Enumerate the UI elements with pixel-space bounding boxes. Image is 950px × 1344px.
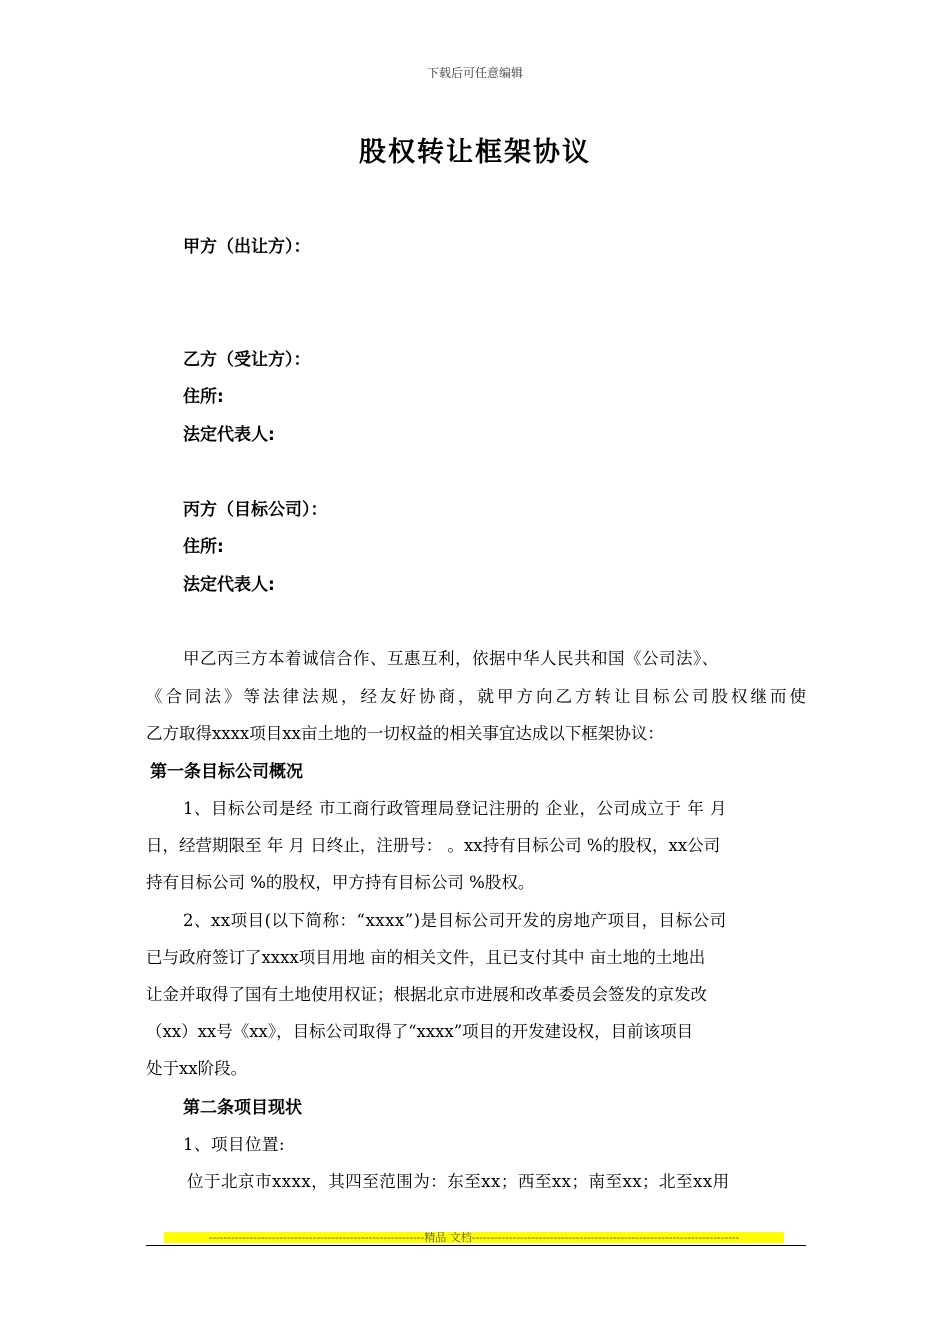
footer-divider	[146, 1245, 806, 1246]
article-1-p1-line-2: 日，经营期限至 年 月 日终止，注册号： 。xx持有目标公司 %的股权，xx公司	[146, 836, 721, 855]
party-b-address-label: 住所:	[183, 387, 224, 407]
party-b-label: 乙方（受让方）：	[183, 350, 311, 370]
article-2-item-1-label: 1、项目位置:	[183, 1135, 286, 1154]
article-2-item-1-text: 位于北京市xxxx，其四至范围为：东至xx；西至xx；南至xx；北至xx用	[187, 1172, 730, 1191]
footer-right-dashes: ------------------------------------------------------------------------	[471, 1232, 740, 1243]
article-1-p1-line-1: 1、目标公司是经 市工商行政管理局登记注册的 企业，公司成立于 年 月	[183, 799, 727, 818]
article-1-p2-line-2: 已与政府签订了xxxx项目用地 亩的相关文件，且已支付其中 亩土地的土地出	[146, 948, 706, 967]
article-1-p2-line-1: 2、xx项目(以下简称：“xxxx”)是目标公司开发的房地产项目，目标公司	[183, 911, 727, 930]
party-c-label: 丙方（目标公司）：	[183, 500, 328, 520]
article-2-heading: 第二条项目现状	[183, 1098, 302, 1118]
article-1-heading: 第一条目标公司概况	[150, 762, 303, 782]
article-1-p2-line-5: 处于xx阶段。	[146, 1059, 248, 1078]
party-c-address-label: 住所:	[183, 537, 224, 557]
party-c-representative-label: 法定代表人:	[183, 575, 275, 595]
footer-left-dashes: ----------------------------------------------------------	[208, 1232, 425, 1243]
header-note: 下载后可任意编辑	[426, 66, 523, 80]
footer-label: 精品 文档	[424, 1232, 472, 1243]
intro-line-3: 乙方取得xxxx项目xx亩土地的一切权益的相关事宜达成以下框架协议：	[146, 724, 664, 743]
intro-line-2: 《合同法》等法律法规，经友好协商，就甲方向乙方转让目标公司股权继而使	[146, 687, 806, 706]
article-1-p2-line-3: 让金并取得了国有土地使用权证；根据北京市进展和改革委员会签发的京发改	[146, 985, 707, 1004]
party-a-label: 甲方（出让方）：	[183, 237, 311, 257]
article-1-p1-line-3: 持有目标公司 %的股权，甲方持有目标公司 %股权。	[146, 873, 535, 892]
document-title: 股权转让框架协议	[359, 137, 591, 168]
article-1-p2-line-4: （xx）xx号《xx》，目标公司取得了“xxxx”项目的开发建设权，目前该项目	[146, 1022, 694, 1041]
footer-banner	[164, 1232, 784, 1243]
intro-line-1: 甲乙丙三方本着诚信合作、互惠互利，依据中华人民共和国《公司法》、	[183, 649, 719, 668]
party-b-representative-label: 法定代表人:	[183, 425, 275, 445]
